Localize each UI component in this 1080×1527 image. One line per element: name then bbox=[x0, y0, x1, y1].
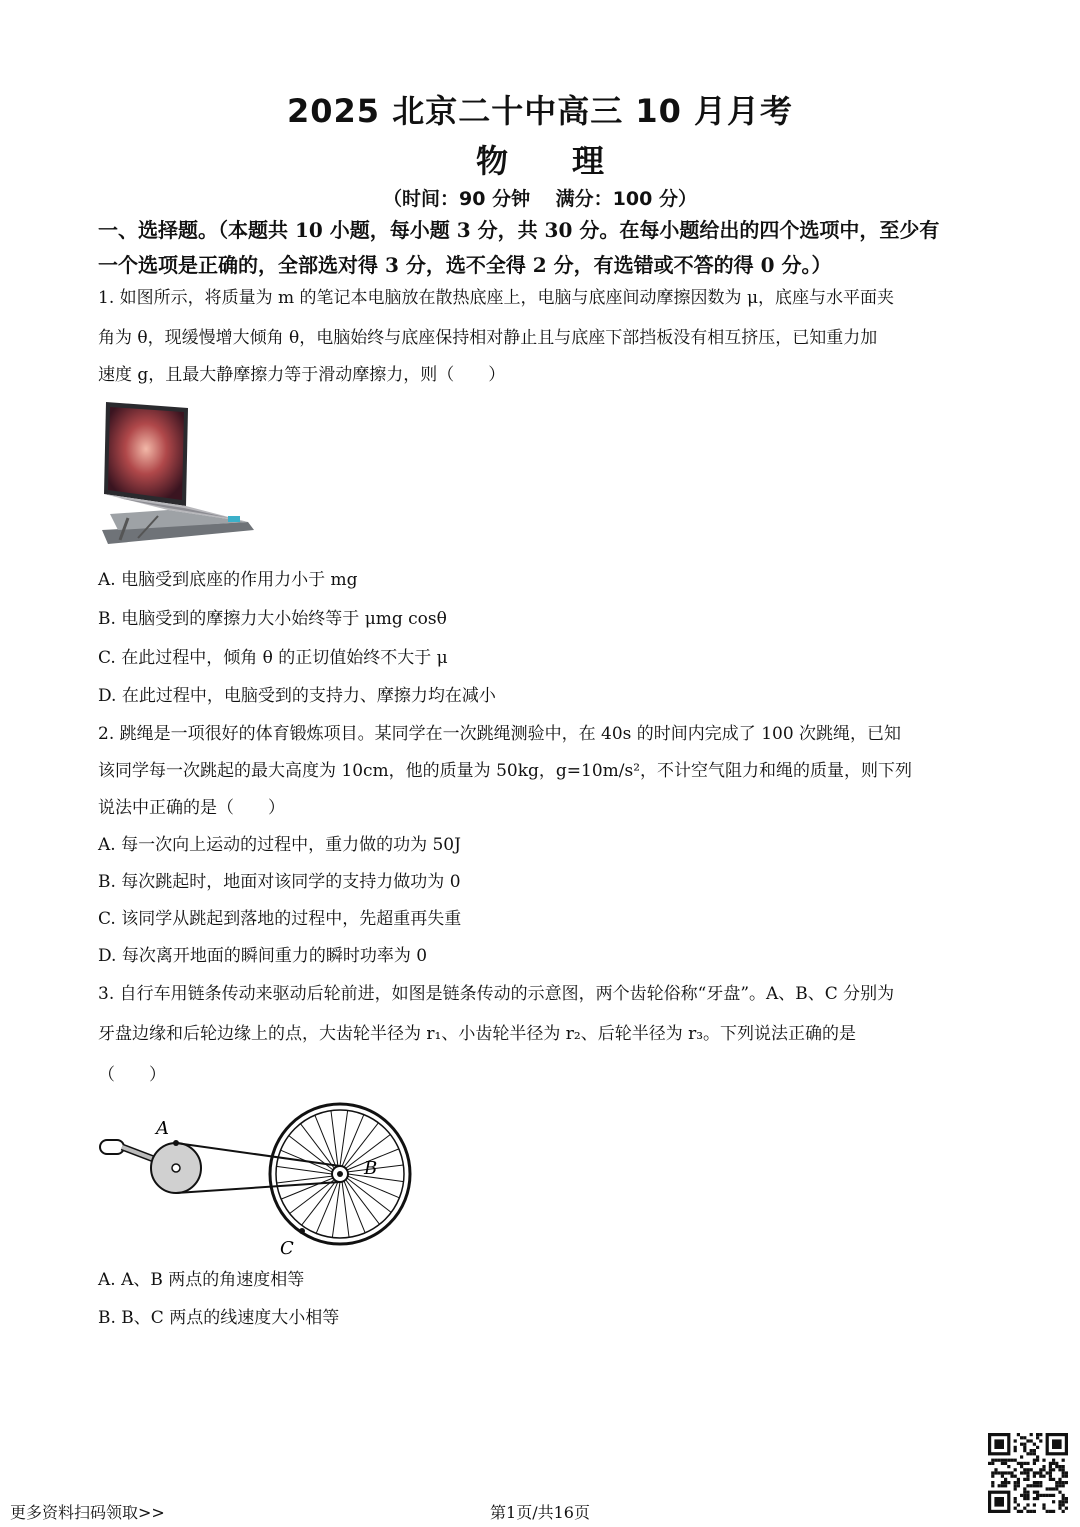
subject-title: 物 理 bbox=[475, 142, 604, 180]
q3-option-a: A. A、B 两点的角速度相等 bbox=[98, 1270, 305, 1290]
q1-line-2: 角为 θ，现缓慢增大倾角 θ，电脑始终与底座保持相对静止且与底座下部挡板没有相互挤压，已知重力加 bbox=[98, 328, 878, 348]
q1-line-3: 速度 g，且最大静摩擦力等于滑动摩擦力，则（ ） bbox=[98, 365, 506, 385]
section-heading-line-1: 一、选择题。（本题共 10 小题，每小题 3 分，共 30 分。在每小题给出的四个选项中，至少有 bbox=[98, 218, 940, 242]
q3-line-3: （ ） bbox=[98, 1065, 166, 1085]
footer-more-resources[interactable]: 更多资料扫码领取>> bbox=[10, 1503, 165, 1522]
q1-option-c: C. 在此过程中，倾角 θ 的正切值始终不大于 μ bbox=[98, 648, 448, 668]
point-b-label: B bbox=[364, 1158, 378, 1179]
q2-option-d: D. 每次离开地面的瞬间重力的瞬时功率为 0 bbox=[98, 946, 428, 966]
q3-line-1: 3. 自行车用链条传动来驱动后轮前进，如图是链条传动的示意图，两个齿轮俗称“牙盘”。A、B、C 分别为 bbox=[98, 984, 895, 1004]
bicycle-chain-drive-figure bbox=[96, 1100, 426, 1260]
exam-meta: （时间：90 分钟 满分：100 分） bbox=[383, 188, 697, 210]
q1-line-1: 1. 如图所示，将质量为 m 的笔记本电脑放在散热底座上，电脑与底座间动摩擦因数为 μ，底座与水平面夹 bbox=[98, 288, 895, 308]
q3-line-2: 牙盘边缘和后轮边缘上的点，大齿轮半径为 r₁、小齿轮半径为 r₂、后轮半径为 r₃。下列说法正确的是 bbox=[98, 1024, 857, 1044]
q1-option-a: A. 电脑受到底座的作用力小于 mg bbox=[98, 570, 358, 590]
q2-option-c: C. 该同学从跳起到落地的过程中，先超重再失重 bbox=[98, 909, 462, 929]
q2-option-a: A. 每一次向上运动的过程中，重力做的功为 50J bbox=[98, 835, 461, 855]
q2-line-3: 说法中正确的是（ ） bbox=[98, 798, 285, 818]
q2-line-1: 2. 跳绳是一项很好的体育锻炼项目。某同学在一次跳绳测验中，在 40s 的时间内完成了 100 次跳绳，已知 bbox=[98, 724, 902, 744]
point-c-label: C bbox=[280, 1238, 294, 1259]
section-heading-line-2: 一个选项是正确的，全部选对得 3 分，选不全得 2 分，有选错或不答的得 0 分。） bbox=[98, 253, 832, 277]
point-a-label: A bbox=[156, 1118, 169, 1139]
q3-option-b: B. B、C 两点的线速度大小相等 bbox=[98, 1308, 340, 1328]
q2-line-2: 该同学每一次跳起的最大高度为 10cm，他的质量为 50kg，g=10m/s²，不计空气阻力和绳的质量，则下列 bbox=[98, 761, 913, 781]
laptop-on-cooling-stand-figure bbox=[98, 398, 258, 552]
q2-option-b: B. 每次跳起时，地面对该同学的支持力做功为 0 bbox=[98, 872, 461, 892]
page-number: 第1页/共16页 bbox=[490, 1503, 590, 1522]
q1-option-b: B. 电脑受到的摩擦力大小始终等于 μmg cosθ bbox=[98, 609, 447, 629]
exam-title: 2025 北京二十中高三 10 月月考 bbox=[286, 92, 794, 130]
q1-option-d: D. 在此过程中，电脑受到的支持力、摩擦力均在减小 bbox=[98, 686, 496, 706]
